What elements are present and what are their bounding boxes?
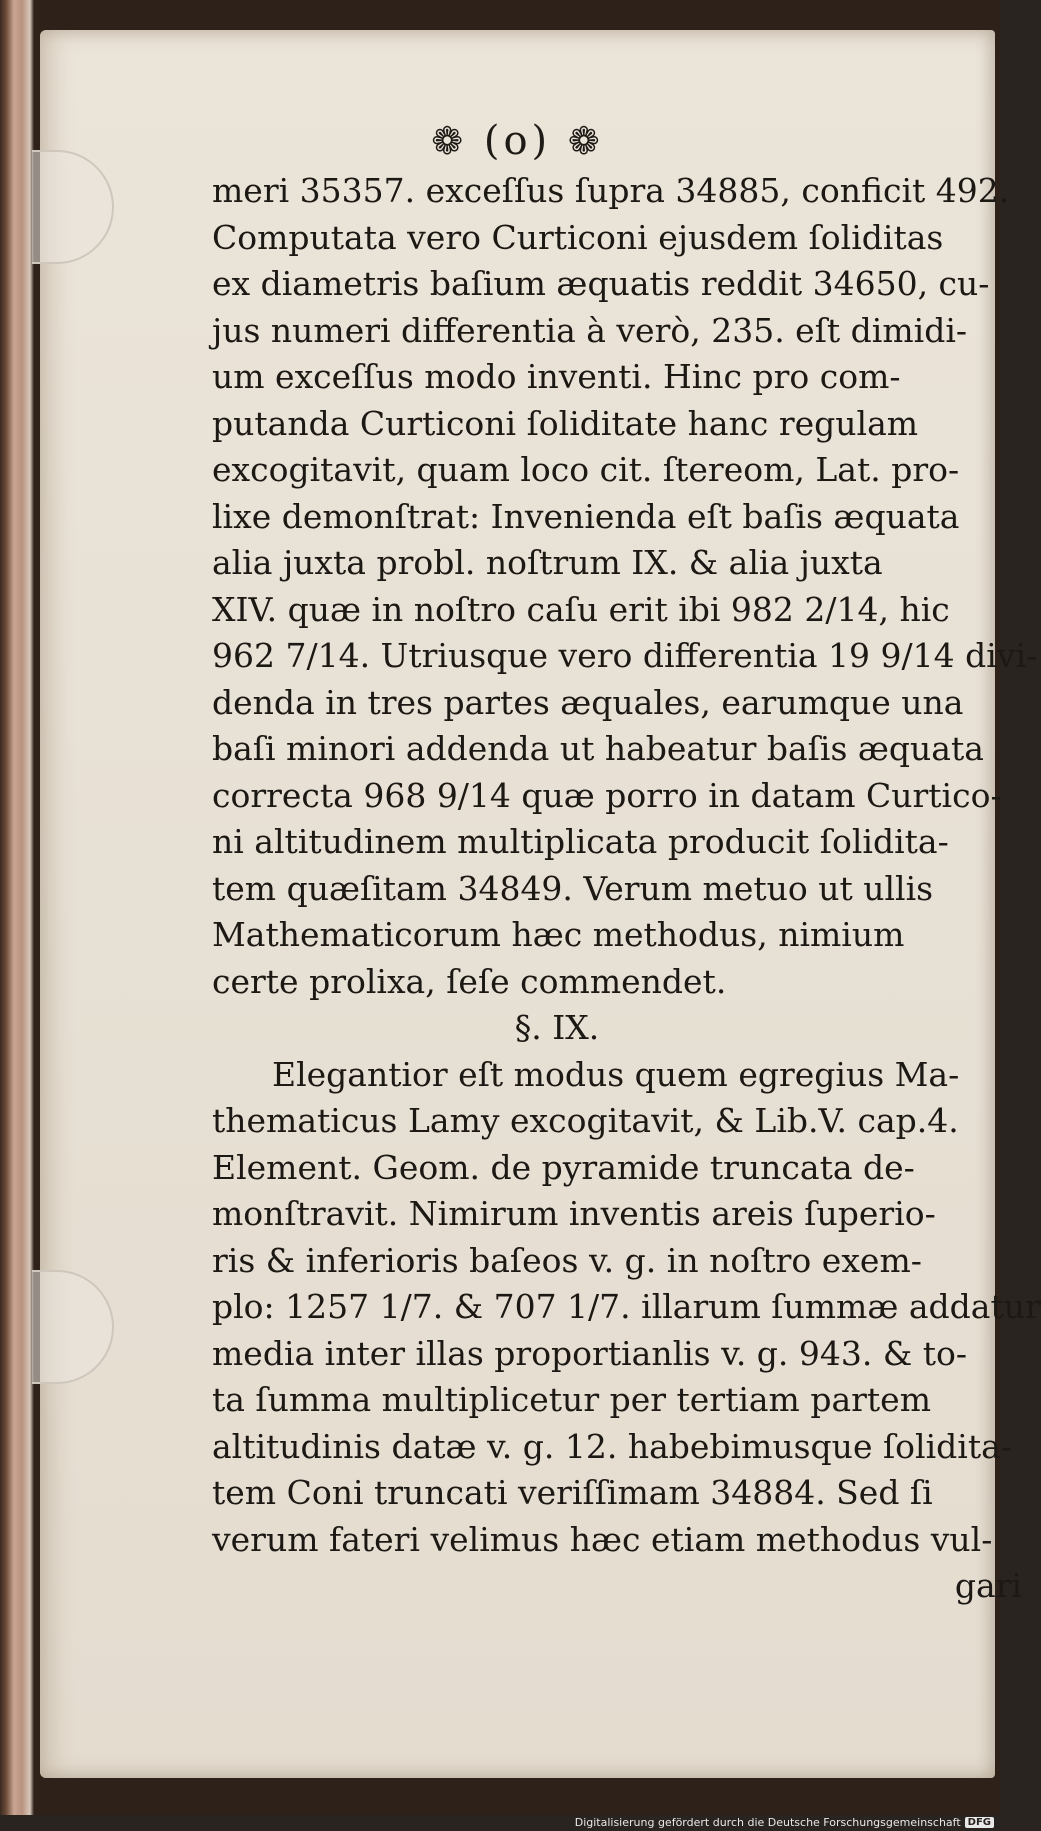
text-line: tem quæſitam 34849. Verum metuo ut ullis	[212, 868, 934, 908]
section-heading: §. IX.	[514, 1008, 600, 1047]
page-number: (o)	[483, 118, 552, 164]
dfg-logo: DFG	[965, 1817, 994, 1828]
text-line: thematicus Lamy excogitavit, & Lib.V. cap.4.	[212, 1101, 959, 1140]
ornament-right-icon: ❁	[567, 119, 604, 163]
body-text	[212, 168, 1041, 1610]
catchword: gari	[954, 1566, 1022, 1605]
text-line: ta ſumma multiplicetur per tertiam partem	[212, 1380, 931, 1419]
page-clip-top	[32, 150, 114, 264]
text-line: Elegantior eſt modus quem egregius Ma-	[272, 1054, 960, 1094]
text-line: Element. Geom. de pyramide truncata de-	[212, 1147, 915, 1187]
text-line: baſi minori addenda ut habeatur baſis æquata	[212, 729, 984, 768]
text-line: ris & inferioris baſeos v. g. in noſtro exem-	[212, 1240, 922, 1280]
text-line: correcta 968 9/14 quæ porro in datam Curtico-	[212, 775, 1002, 815]
text-line: meri 35357. exceſſus ſupra 34885, conficit 492.	[212, 171, 1010, 210]
text-line: tem Coni truncati veriſſimam 34884. Sed ſi	[212, 1473, 933, 1512]
text-line: altitudinis datæ v. g. 12. habebimusque ſolidita-	[212, 1426, 1012, 1466]
page-clip-bottom	[32, 1270, 114, 1384]
text-line: plo: 1257 1/7. & 707 1/7. illarum ſummæ addatur	[212, 1287, 1041, 1326]
text-line: excogitavit, quam loco cit. ſtereom, Lat. pro-	[212, 450, 960, 489]
text-line: 962 7/14. Utriusque vero differentia 19 9/14 divi-	[212, 636, 1038, 675]
text-line: XIV. quæ in noſtro caſu erit ibi 982 2/14, hic	[212, 589, 950, 629]
text-line: media inter illas proportianlis v. g. 943. & to-	[212, 1333, 968, 1373]
text-line: alia juxta probl. noſtrum IX. & alia juxta	[212, 543, 883, 582]
footer-text: Digitalisierung gefördert durch die Deutsche Forschungsgemeinschaft	[574, 1816, 961, 1829]
ornament-left-icon: ❁	[431, 119, 468, 163]
text-line: Mathematicorum hæc methodus, nimium	[212, 915, 905, 954]
text-line: um exceſſus modo inventi. Hinc pro com-	[212, 357, 901, 396]
text-line: certe prolixa, ſeſe commendet.	[212, 961, 727, 1001]
page	[40, 30, 1041, 1778]
text-line: jus numeri differentia à verò, 235. eſt dimidi-	[212, 310, 968, 350]
text-line: verum fateri velimus hæc etiam methodus vul-	[212, 1519, 993, 1559]
digitization-footer	[575, 1816, 994, 1829]
text-line: ex diametris baſium æquatis reddit 34650, cu-	[212, 264, 990, 303]
text-line: lixe demonſtrat: Invenienda eſt baſis æquata	[212, 496, 960, 536]
text-line: monſtravit. Nimirum inventis areis ſuperio-	[212, 1194, 936, 1233]
page-header	[40, 118, 995, 164]
text-line: Computata vero Curticoni ejusdem ſoliditas	[212, 217, 944, 257]
text-line: denda in tres partes æquales, earumque una	[212, 682, 964, 722]
text-line: putanda Curticoni ſoliditate hanc regulam	[212, 403, 919, 443]
text-line: ni altitudinem multiplicata producit ſolidita-	[212, 822, 949, 861]
